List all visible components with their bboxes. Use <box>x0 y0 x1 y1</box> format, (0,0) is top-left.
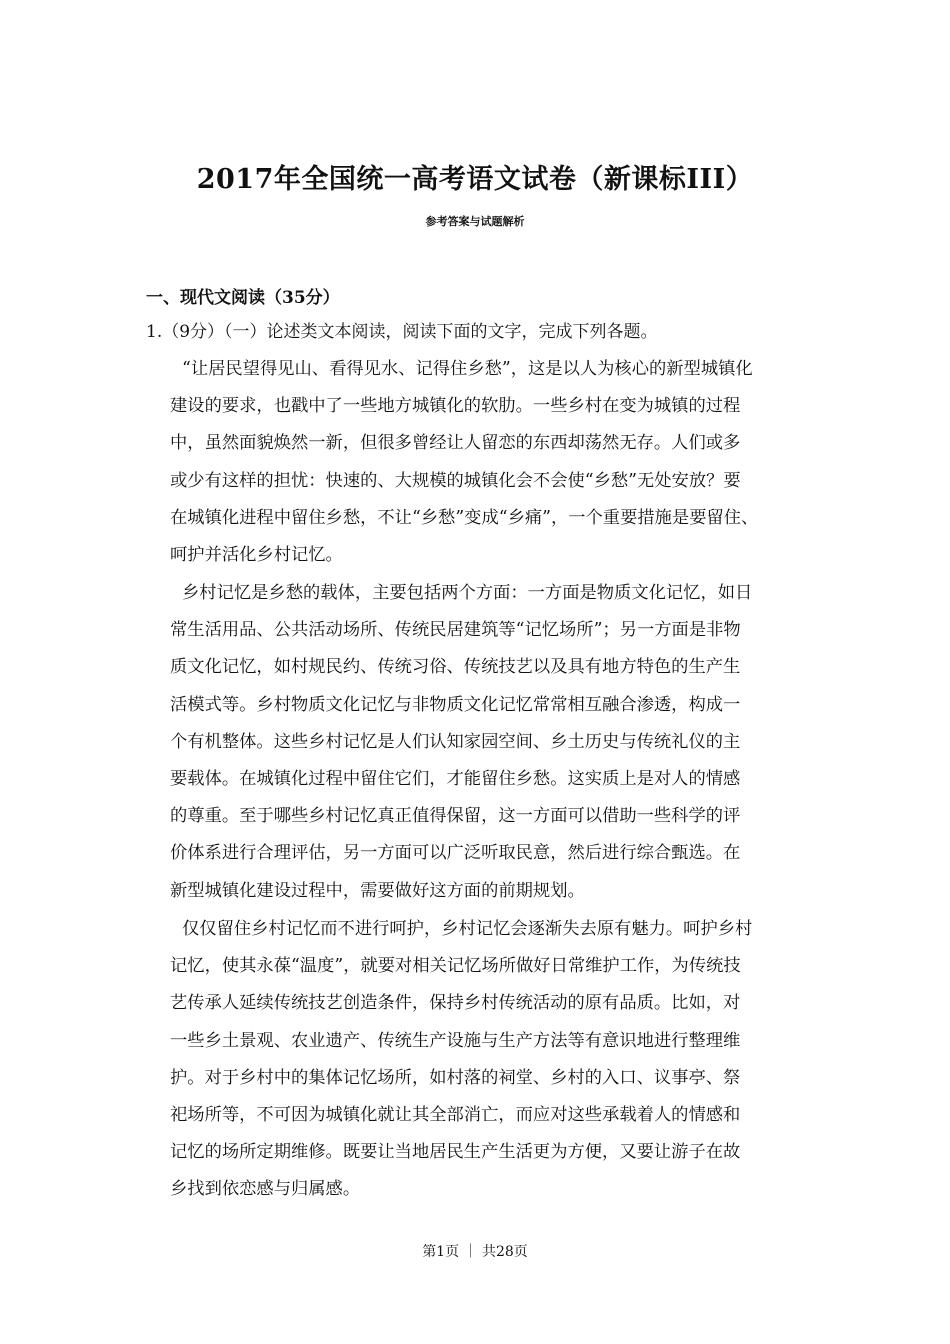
paragraph-line: 常生活用品、公共活动场所、传统民居建筑等“记忆场所”；另一方面是非物 <box>170 620 741 641</box>
paragraph-line: 中，虽然面貌焕然一新，但很多曾经让人留恋的东西却荡然无存。人们或多 <box>170 433 741 454</box>
document-subtitle: 参考答案与试题解析 <box>425 215 525 228</box>
paragraph-line: 或少有这样的担忧：快速的、大规模的城镇化会不会使“乡愁”无处安放？要 <box>170 470 741 491</box>
paragraph-line: 仅仅留住乡村记忆而不进行呵护，乡村记忆会逐渐失去原有魅力。呵护乡村 <box>182 919 753 939</box>
paragraph-line: 记忆，使其永葆“温度”，就要对相关记忆场所做好日常维护工作，为传统技 <box>170 956 741 977</box>
paragraph-line: 护。对于乡村中的集体记忆场所，如村落的祠堂、乡村的入口、议事亭、祭 <box>170 1067 741 1088</box>
paragraph-line: 的尊重。至于哪些乡村记忆真正值得保留，这一方面可以借助一些科学的评 <box>170 806 741 827</box>
section-heading: 一、现代文阅读（35分） <box>146 288 340 308</box>
paragraph-line: “让居民望得见山、看得见水、记得住乡愁”，这是以人为核心的新型城镇化 <box>182 359 753 379</box>
paragraph-line: 在城镇化进程中留住乡愁，不让“乡愁”变成“乡痛”，一个重要措施是要留住、 <box>170 507 759 528</box>
paragraph-line: 活模式等。乡村物质文化记忆与非物质文化记忆常常相互融合渗透，构成一 <box>170 694 741 715</box>
paragraph-line: 祀场所等，不可因为城镇化就让其全部消亡，而应对这些承载着人的情感和 <box>170 1105 741 1126</box>
paragraph-line: 一些乡土景观、农业遗产、传统生产设施与生产方法等有意识地进行整理维 <box>170 1030 741 1051</box>
paragraph-line: 要载体。在城镇化过程中留住它们，才能留住乡愁。这实质上是对人的情感 <box>170 769 741 790</box>
paragraph-line: 个有机整体。这些乡村记忆是人们认知家园空间、乡土历史与传统礼仪的主 <box>170 731 741 752</box>
paragraph-line: 质文化记忆，如村规民约、传统习俗、传统技艺以及具有地方特色的生产生 <box>170 657 741 678</box>
document-title: 2017年全国统一高考语文试卷（新课标III） <box>196 164 754 195</box>
paragraph-line: 新型城镇化建设过程中，需要做好这方面的前期规划。 <box>170 880 585 901</box>
passage-paragraph-1 <box>170 351 814 574</box>
page-footer: 第1页 ｜ 共28页 <box>422 1244 528 1260</box>
paragraph-line: 价体系进行合理评估，另一方面可以广泛听取民意，然后进行综合甄选。在 <box>170 843 741 864</box>
passage-paragraph-3 <box>170 911 814 1209</box>
paragraph-line: 乡村记忆是乡愁的载体，主要包括两个方面：一方面是物质文化记忆，如日 <box>182 583 753 603</box>
question-prompt: 1.（9分）（一）论述类文本阅读，阅读下面的文字，完成下列各题。 <box>146 322 658 342</box>
paragraph-line: 记忆的场所定期维修。既要让当地居民生产生活更为方便，又要让游子在故 <box>170 1142 741 1163</box>
paragraph-line: 呵护并活化乡村记忆。 <box>170 545 343 566</box>
passage-paragraph-2 <box>170 575 814 910</box>
paragraph-line: 乡找到依恋感与归属感。 <box>170 1179 361 1200</box>
paragraph-line: 艺传承人延续传统技艺创造条件，保持乡村传统活动的原有品质。比如，对 <box>170 993 741 1014</box>
paragraph-line: 建设的要求，也戳中了一些地方城镇化的软肋。一些乡村在变为城镇的过程 <box>170 396 741 417</box>
